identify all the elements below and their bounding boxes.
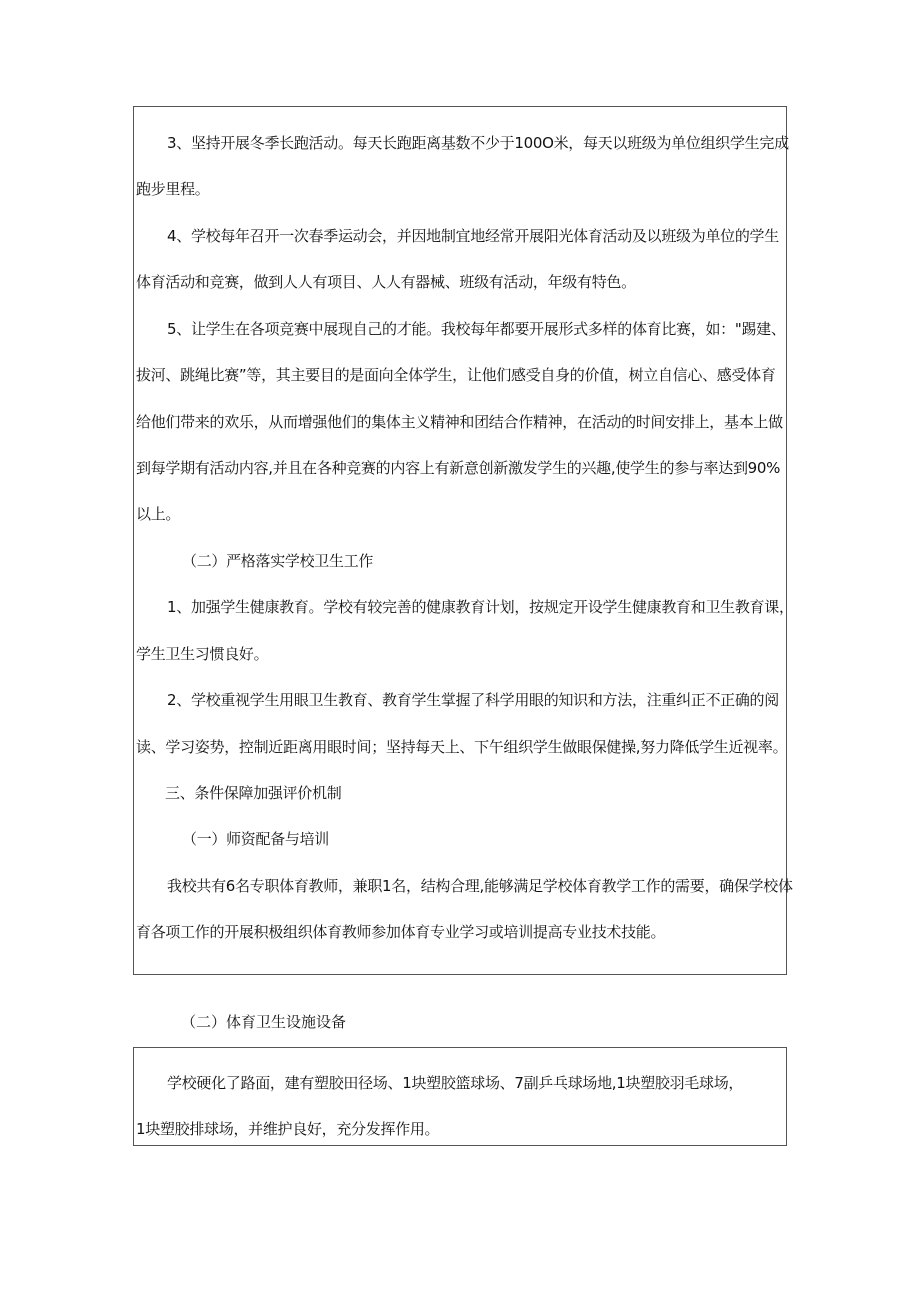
section-heading: 三、条件保障加强评价机制 [165,784,342,802]
section-heading: （二）严格落实学校卫生工作 [182,552,374,570]
paragraph-line: 1块塑胶排球场，并维护良好，充分发挥作用。 [136,1120,440,1138]
paragraph-line: 学生卫生习惯良好。 [136,645,269,663]
paragraph-line: 3、坚持开展冬季长跑活动。每天长跑距离基数不少于100O米，每天以班级为单位组织学生完成 [167,134,789,152]
paragraph-line: 拔河、跳绳比赛”等，其主要目的是面向全体学生，让他们感受自身的价值，树立自信心、感受体育 [136,366,776,384]
content-table-box [133,106,794,975]
paragraph-line: 2、学校重视学生用眼卫生教育、教育学生掌握了科学用眼的知识和方法，注重纠正不正确的阅 [167,691,779,709]
paragraph-line: 育各项工作的开展积极组织体育教师参加体育专业学习或培训提高专业技术技能。 [136,923,666,941]
paragraph-line: 5、让学生在各项竞赛中展现自己的才能。我校每年都要开展形式多样的体育比赛，如："踢建、 [167,320,786,338]
paragraph-line: 到每学期有活动内容,并且在各种竞赛的内容上有新意创新激发学生的兴趣,使学生的参与率达到90% [136,459,781,477]
paragraph-line: 跑步里程。 [136,180,210,198]
paragraph-line: 读、学习姿势，控制近距离用眼时间；坚持每天上、下午组织学生做眼保健操,努力降低学生近视率。 [136,738,788,756]
facilities-table-box [133,1047,787,1146]
section-heading: （一）师资配备与培训 [182,830,330,848]
paragraph-line: 4、学校每年召开一次春季运动会，并因地制宜地经常开展阳光体育活动及以班级为单位的学生 [167,227,779,245]
paragraph-line: 学校硬化了路面，建有塑胶田径场、1块塑胶篮球场、7副乒乓球场地,1块塑胶羽毛球场， [167,1074,744,1092]
paragraph-line: 给他们带来的欢乐，从而增强他们的集体主义精神和团结合作精神，在活动的时间安排上，基本上做 [136,413,783,431]
paragraph-line: 以上。 [136,505,181,523]
paragraph-line: 我校共有6名专职体育教师，兼职1名，结构合理,能够满足学校体育教学工作的需要，确保学校体 [167,877,793,895]
paragraph-line: 体育活动和竞赛，做到人人有项目、人人有器械、班级有活动，年级有特色。 [136,273,636,291]
paragraph-line: 1、加强学生健康教育。学校有较完善的健康教育计划，按规定开设学生健康教育和卫生教育课， [167,598,794,616]
section-heading: （二）体育卫生设施设备 [181,1013,347,1031]
